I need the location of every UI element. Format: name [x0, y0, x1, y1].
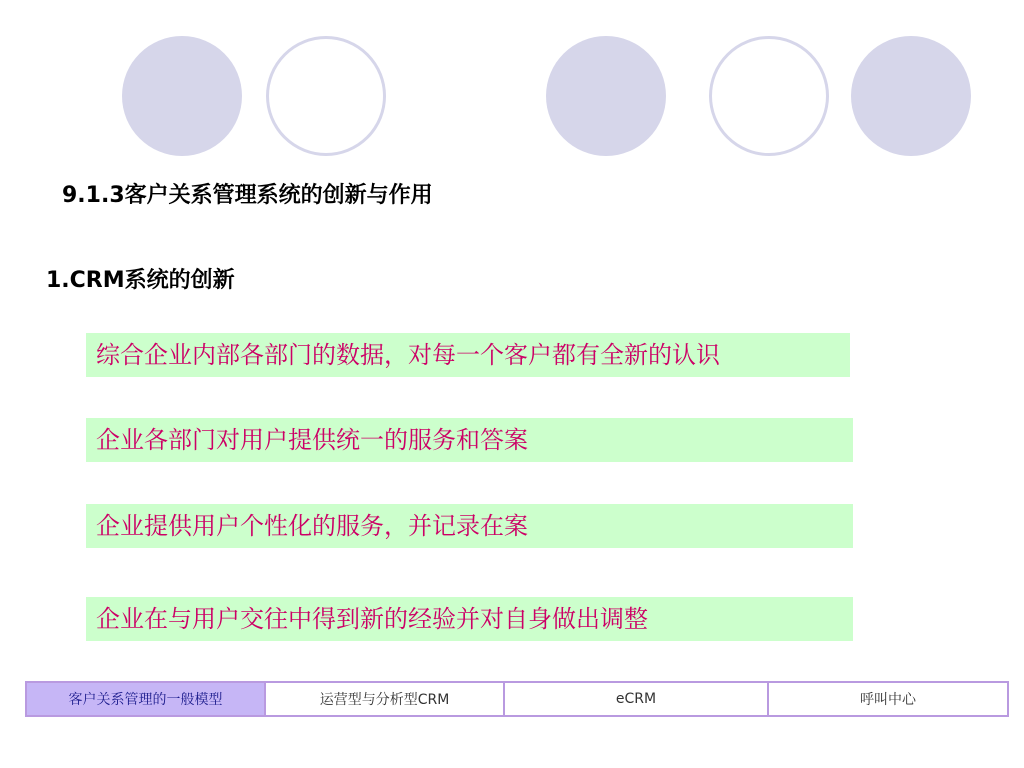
nav-tab-call-center[interactable]: 呼叫中心	[860, 692, 916, 708]
section-title: 9.1.3客户关系管理系统的创新与作用	[62, 183, 433, 208]
nav-tab-general-model[interactable]: 客户关系管理的一般模型	[27, 683, 266, 715]
sub-title: 1.CRM系统的创新	[46, 268, 235, 293]
point-box-2: 企业各部门对用户提供统一的服务和答案	[86, 418, 853, 462]
decorative-circle-4	[709, 36, 829, 156]
point-box-1: 综合企业内部各部门的数据，对每一个客户都有全新的认识	[86, 333, 850, 377]
decorative-circle-3	[546, 36, 666, 156]
nav-tab-operational-analytical-crm[interactable]: 运营型与分析型CRM	[266, 683, 505, 715]
decorative-circle-5	[851, 36, 971, 156]
point-box-3: 企业提供用户个性化的服务，并记录在案	[86, 504, 853, 548]
nav-tab-ecrm[interactable]: eCRM	[505, 683, 769, 715]
decorative-circle-2	[266, 36, 386, 156]
decorative-circle-1	[122, 36, 242, 156]
point-box-4: 企业在与用户交往中得到新的经验并对自身做出调整	[86, 597, 853, 641]
bottom-nav-bar	[25, 681, 1009, 717]
